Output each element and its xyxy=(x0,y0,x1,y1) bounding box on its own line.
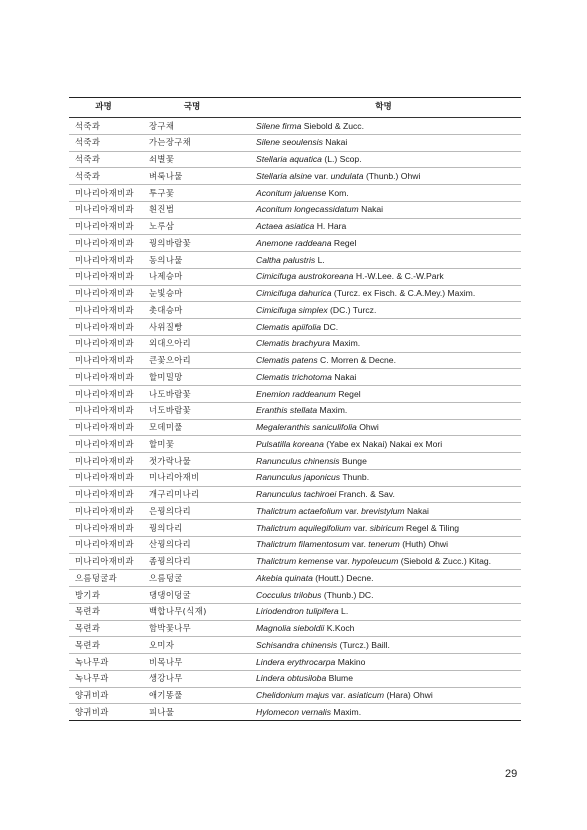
scientific-name-infra-author: Regel & Tiling xyxy=(406,522,460,533)
scientific-name-author: Thunb. xyxy=(342,472,370,483)
korean-name-cell: 외대으아리 xyxy=(138,335,246,352)
family-cell: 미나리아재비과 xyxy=(69,201,138,218)
family-cell: 미나리아재비과 xyxy=(69,252,138,269)
korean-name-cell: 꿩의바람꽃 xyxy=(138,235,246,252)
table-row xyxy=(69,386,521,403)
scientific-name-epithet: filamentosum xyxy=(298,539,350,550)
scientific-name-cell xyxy=(246,402,521,419)
scientific-name-cell xyxy=(246,369,521,386)
table-row xyxy=(69,503,521,520)
scientific-name-genus: Silene xyxy=(256,137,280,148)
scientific-name-epithet: palustris xyxy=(283,254,316,265)
scientific-name-epithet: majus xyxy=(306,690,330,701)
scientific-name-epithet: saniculifolia xyxy=(312,422,357,433)
scientific-name-genus: Lindera xyxy=(256,656,285,667)
korean-name-cell: 산꿩의다리 xyxy=(138,536,246,553)
scientific-name-epithet: aquatica xyxy=(289,154,322,165)
scientific-name-cell xyxy=(246,704,521,721)
scientific-name-epithet: simplex xyxy=(298,304,328,315)
scientific-name-epithet: austrokoreana xyxy=(298,271,354,282)
family-cell: 미나리아재비과 xyxy=(69,268,138,285)
family-cell: 미나리아재비과 xyxy=(69,352,138,369)
table-row xyxy=(69,118,521,135)
scientific-name-rank: var. xyxy=(331,690,346,701)
scientific-name-genus: Enemion xyxy=(256,388,290,399)
scientific-name-cell xyxy=(246,536,521,553)
scientific-name-cell xyxy=(246,486,521,503)
scientific-name-cell xyxy=(246,603,521,620)
page-number: 29 xyxy=(505,768,518,780)
scientific-name-cell xyxy=(246,570,521,587)
family-cell: 석죽과 xyxy=(69,118,138,135)
scientific-name-genus: Thalictrum xyxy=(256,522,297,533)
scientific-name-genus: Pulsatilla xyxy=(256,438,291,449)
scientific-name-author: (L.) Scop. xyxy=(324,154,362,165)
scientific-name-epithet: jaluense xyxy=(294,187,327,198)
scientific-name-rank: var. xyxy=(314,170,329,181)
scientific-name-cell xyxy=(246,118,521,135)
scientific-name-epithet: asiatica xyxy=(285,221,315,232)
scientific-name-infra-author: Nakai xyxy=(406,505,429,516)
korean-name-cell: 할미꽃 xyxy=(138,436,246,453)
family-cell: 으름덩굴과 xyxy=(69,570,138,587)
scientific-name-cell xyxy=(246,319,521,336)
scientific-name-cell xyxy=(246,285,521,302)
scientific-name-author: K.Koch xyxy=(326,623,355,634)
scientific-name-cell xyxy=(246,134,521,151)
scientific-name-epithet: quinata xyxy=(284,572,313,583)
scientific-name-epithet: aquilegifolium xyxy=(298,522,352,533)
scientific-name-epithet: tachiroei xyxy=(303,489,337,500)
scientific-name-genus: Cocculus xyxy=(256,589,292,600)
korean-name-cell: 촛대승마 xyxy=(138,302,246,319)
scientific-name-cell xyxy=(246,637,521,654)
scientific-name-epithet: brachyura xyxy=(291,338,331,349)
scientific-name-cell xyxy=(246,168,521,185)
table-row xyxy=(69,419,521,436)
family-cell: 미나리아재비과 xyxy=(69,335,138,352)
scientific-name-genus: Cimicifuga xyxy=(256,271,297,282)
scientific-name-genus: Ranunculus xyxy=(256,472,302,483)
scientific-name-epithet: obtusiloba xyxy=(287,673,327,684)
family-cell: 미나리아재비과 xyxy=(69,536,138,553)
korean-name-cell: 미나리아재비 xyxy=(138,469,246,486)
scientific-name-cell xyxy=(246,302,521,319)
family-cell: 미나리아재비과 xyxy=(69,469,138,486)
scientific-name-cell xyxy=(246,670,521,687)
scientific-name-genus: Aconitum xyxy=(256,187,292,198)
korean-name-cell: 으름덩굴 xyxy=(138,570,246,587)
scientific-name-epithet: actaefolium xyxy=(298,505,343,516)
family-cell: 목련과 xyxy=(69,603,138,620)
scientific-name-genus: Silene xyxy=(256,120,280,131)
scientific-name-infra: sibiricum xyxy=(369,522,404,533)
korean-name-cell: 큰꽃으아리 xyxy=(138,352,246,369)
scientific-name-genus: Clematis xyxy=(256,338,290,349)
family-cell: 미나리아재비과 xyxy=(69,218,138,235)
korean-name-cell: 투구꽃 xyxy=(138,185,246,202)
table-row xyxy=(69,285,521,302)
scientific-name-genus: Akebia xyxy=(256,572,283,583)
table-row xyxy=(69,436,521,453)
scientific-name-author: Maxim. xyxy=(332,338,361,349)
scientific-name-genus: Thalictrum xyxy=(256,539,297,550)
table-row xyxy=(69,587,521,604)
korean-name-cell: 은꿩의다리 xyxy=(138,503,246,520)
korean-name-cell: 함박꽃나무 xyxy=(138,620,246,637)
table-row xyxy=(69,654,521,671)
scientific-name-cell xyxy=(246,654,521,671)
korean-name-cell: 동의나물 xyxy=(138,252,246,269)
scientific-name-genus: Clematis xyxy=(256,355,290,366)
scientific-name-cell xyxy=(246,620,521,637)
scientific-name-cell xyxy=(246,352,521,369)
family-cell: 미나리아재비과 xyxy=(69,285,138,302)
scientific-name-genus: Hylomecon xyxy=(256,706,299,717)
scientific-name-epithet: vernalis xyxy=(301,706,332,717)
header-family: 과명 xyxy=(69,98,138,118)
scientific-name-infra: hypoleucum xyxy=(352,556,399,567)
scientific-name-epithet: chinensis xyxy=(301,639,338,650)
family-cell: 미나리아재비과 xyxy=(69,185,138,202)
scientific-name-epithet: patens xyxy=(291,355,318,366)
scientific-name-rank: var. xyxy=(353,522,368,533)
korean-name-cell: 애기똥풀 xyxy=(138,687,246,704)
scientific-name-infra-author: (Huth) Ohwi xyxy=(402,539,449,550)
scientific-name-genus: Ranunculus xyxy=(256,455,302,466)
scientific-name-genus: Clematis xyxy=(256,371,290,382)
scientific-name-genus: Cimicifuga xyxy=(256,304,297,315)
scientific-name-epithet: erythrocarpa xyxy=(287,656,336,667)
table-row xyxy=(69,302,521,319)
scientific-name-rank: var. xyxy=(344,505,359,516)
table-row xyxy=(69,235,521,252)
scientific-name-cell xyxy=(246,201,521,218)
scientific-name-genus: Schisandra xyxy=(256,639,299,650)
scientific-name-epithet: apiifolia xyxy=(291,321,321,332)
scientific-name-author: (Turcz.) Baill. xyxy=(339,639,390,650)
table-row xyxy=(69,603,521,620)
scientific-name-infra-author: (Siebold & Zucc.) Kitag. xyxy=(400,556,492,567)
scientific-name-cell xyxy=(246,520,521,537)
scientific-name-genus: Eranthis xyxy=(256,405,288,416)
korean-name-cell: 눈빛승마 xyxy=(138,285,246,302)
scientific-name-infra: brevistylum xyxy=(361,505,405,516)
table-row xyxy=(69,469,521,486)
scientific-name-epithet: trichotoma xyxy=(291,371,332,382)
scientific-name-cell xyxy=(246,252,521,269)
korean-name-cell: 나도바람꽃 xyxy=(138,386,246,403)
korean-name-cell: 흰진범 xyxy=(138,201,246,218)
scientific-name-author: Maxim. xyxy=(333,706,362,717)
table-row xyxy=(69,369,521,386)
scientific-name-infra: asiaticum xyxy=(347,690,385,701)
korean-name-cell: 댕댕이덩굴 xyxy=(138,587,246,604)
table-row xyxy=(69,670,521,687)
scientific-name-author: L. xyxy=(317,254,325,265)
table-row xyxy=(69,151,521,168)
family-cell: 미나리아재비과 xyxy=(69,235,138,252)
scientific-name-author: Regel xyxy=(333,237,357,248)
scientific-name-cell xyxy=(246,687,521,704)
family-cell: 미나리아재비과 xyxy=(69,486,138,503)
table-row xyxy=(69,570,521,587)
scientific-name-author: Maxim. xyxy=(319,405,348,416)
family-cell: 미나리아재비과 xyxy=(69,436,138,453)
header-scientific-name: 학명 xyxy=(246,98,521,118)
scientific-name-genus: Cimicifuga xyxy=(256,288,297,299)
scientific-name-genus: Caltha xyxy=(256,254,281,265)
scientific-name-cell xyxy=(246,419,521,436)
scientific-name-rank: var. xyxy=(335,556,350,567)
korean-name-cell: 백합나무(식재) xyxy=(138,603,246,620)
scientific-name-author: L. xyxy=(341,606,349,617)
scientific-name-cell xyxy=(246,436,521,453)
korean-name-cell: 생강나무 xyxy=(138,670,246,687)
scientific-name-author: C. Morren & Decne. xyxy=(320,355,396,366)
table-row xyxy=(69,402,521,419)
scientific-name-epithet: japonicus xyxy=(303,472,341,483)
korean-name-cell: 피나물 xyxy=(138,704,246,721)
scientific-name-genus: Clematis xyxy=(256,321,290,332)
table-row xyxy=(69,520,521,537)
scientific-name-cell xyxy=(246,235,521,252)
scientific-name-author: Nakai xyxy=(361,204,384,215)
scientific-name-genus: Actaea xyxy=(256,221,283,232)
scientific-name-cell xyxy=(246,335,521,352)
family-cell: 석죽과 xyxy=(69,168,138,185)
scientific-name-epithet: longecassidatum xyxy=(294,204,359,215)
scientific-name-infra-author: (Thunb.) Ohwi xyxy=(365,170,421,181)
family-cell: 방기과 xyxy=(69,587,138,604)
scientific-name-author: Nakai xyxy=(325,137,348,148)
scientific-name-epithet: kemense xyxy=(298,556,334,567)
scientific-name-author: Ohwi xyxy=(359,422,379,433)
scientific-name-infra-author: (Hara) Ohwi xyxy=(386,690,433,701)
scientific-name-epithet: trilobus xyxy=(293,589,322,600)
korean-name-cell: 벼룩나물 xyxy=(138,168,246,185)
korean-name-cell: 너도바람꽃 xyxy=(138,402,246,419)
scientific-name-genus: Aconitum xyxy=(256,204,292,215)
korean-name-cell: 모데미풀 xyxy=(138,419,246,436)
scientific-name-epithet: raddeanum xyxy=(292,388,336,399)
scientific-name-epithet: tulipifera xyxy=(306,606,339,617)
scientific-name-cell xyxy=(246,553,521,570)
korean-name-cell: 사위질빵 xyxy=(138,319,246,336)
korean-name-cell: 꿩의다리 xyxy=(138,520,246,537)
family-cell: 양귀비과 xyxy=(69,704,138,721)
table-row xyxy=(69,453,521,470)
family-cell: 석죽과 xyxy=(69,134,138,151)
table-row xyxy=(69,218,521,235)
family-cell: 미나리아재비과 xyxy=(69,453,138,470)
scientific-name-epithet: seoulensis xyxy=(282,137,323,148)
scientific-name-cell xyxy=(246,151,521,168)
scientific-name-author: H.-W.Lee. & C.-W.Park xyxy=(355,271,444,282)
family-cell: 미나리아재비과 xyxy=(69,419,138,436)
family-cell: 목련과 xyxy=(69,620,138,637)
family-cell: 미나리아재비과 xyxy=(69,503,138,520)
family-cell: 양귀비과 xyxy=(69,687,138,704)
scientific-name-author: Franch. & Sav. xyxy=(338,489,395,500)
scientific-name-author: (DC.) Turcz. xyxy=(330,304,377,315)
scientific-name-author: Blume xyxy=(328,673,353,684)
species-table xyxy=(69,97,521,721)
table-row xyxy=(69,268,521,285)
scientific-name-author: Nakai xyxy=(334,371,357,382)
scientific-name-author: Kom. xyxy=(328,187,349,198)
korean-name-cell: 좀꿩의다리 xyxy=(138,553,246,570)
scientific-name-genus: Ranunculus xyxy=(256,489,302,500)
scientific-name-author: (Thunb.) DC. xyxy=(323,589,374,600)
family-cell: 미나리아재비과 xyxy=(69,302,138,319)
scientific-name-genus: Thalictrum xyxy=(256,556,297,567)
korean-name-cell: 할미밀망 xyxy=(138,369,246,386)
table-row xyxy=(69,536,521,553)
table-row xyxy=(69,319,521,336)
family-cell: 미나리아재비과 xyxy=(69,402,138,419)
table-row xyxy=(69,252,521,269)
scientific-name-epithet: firma xyxy=(282,120,302,131)
scientific-name-genus: Lindera xyxy=(256,673,285,684)
scientific-name-author: (Houtt.) Decne. xyxy=(315,572,374,583)
scientific-name-cell xyxy=(246,268,521,285)
table-body xyxy=(69,118,521,721)
table-row xyxy=(69,620,521,637)
korean-name-cell: 젓가락나물 xyxy=(138,453,246,470)
scientific-name-infra: undulata xyxy=(330,170,364,181)
scientific-name-author: Makino xyxy=(337,656,366,667)
table-row xyxy=(69,553,521,570)
species-table-container xyxy=(69,97,521,721)
scientific-name-author: Siebold & Zucc. xyxy=(303,120,364,131)
scientific-name-author: Bunge xyxy=(342,455,367,466)
table-row xyxy=(69,201,521,218)
scientific-name-genus: Anemone xyxy=(256,237,293,248)
scientific-name-author: Regel xyxy=(338,388,361,399)
scientific-name-genus: Thalictrum xyxy=(256,505,297,516)
table-row xyxy=(69,185,521,202)
korean-name-cell: 비목나무 xyxy=(138,654,246,671)
scientific-name-epithet: sieboldii xyxy=(293,623,325,634)
table-header-row xyxy=(69,98,521,118)
family-cell: 미나리아재비과 xyxy=(69,369,138,386)
scientific-name-author: DC. xyxy=(323,321,339,332)
korean-name-cell: 장구채 xyxy=(138,118,246,135)
korean-name-cell: 쇠별꽃 xyxy=(138,151,246,168)
header-korean-name: 국명 xyxy=(138,98,246,118)
table-row xyxy=(69,687,521,704)
table-row xyxy=(69,134,521,151)
table-row xyxy=(69,486,521,503)
scientific-name-rank: var. xyxy=(352,539,366,550)
scientific-name-genus: Megaleranthis xyxy=(256,422,310,433)
scientific-name-genus: Stellaria xyxy=(256,154,288,165)
scientific-name-genus: Liriodendron xyxy=(256,606,304,617)
family-cell: 미나리아재비과 xyxy=(69,553,138,570)
family-cell: 미나리아재비과 xyxy=(69,319,138,336)
table-row xyxy=(69,352,521,369)
scientific-name-epithet: raddeana xyxy=(295,237,332,248)
family-cell: 미나리아재비과 xyxy=(69,386,138,403)
scientific-name-epithet: alsine xyxy=(289,170,312,181)
table-row xyxy=(69,168,521,185)
korean-name-cell: 가는장구채 xyxy=(138,134,246,151)
family-cell: 석죽과 xyxy=(69,151,138,168)
scientific-name-cell xyxy=(246,503,521,520)
scientific-name-cell xyxy=(246,469,521,486)
family-cell: 녹나무과 xyxy=(69,670,138,687)
scientific-name-cell xyxy=(246,386,521,403)
korean-name-cell: 노루삼 xyxy=(138,218,246,235)
scientific-name-epithet: chinensis xyxy=(303,455,340,466)
family-cell: 미나리아재비과 xyxy=(69,520,138,537)
scientific-name-infra: tenerum xyxy=(368,539,400,550)
scientific-name-cell xyxy=(246,218,521,235)
table-row xyxy=(69,704,521,721)
family-cell: 목련과 xyxy=(69,637,138,654)
scientific-name-author: H. Hara xyxy=(316,221,347,232)
korean-name-cell: 오미자 xyxy=(138,637,246,654)
korean-name-cell: 나제승마 xyxy=(138,268,246,285)
scientific-name-cell xyxy=(246,587,521,604)
scientific-name-epithet: stellata xyxy=(289,405,318,416)
korean-name-cell: 개구리미나리 xyxy=(138,486,246,503)
scientific-name-epithet: koreana xyxy=(292,438,324,449)
table-row xyxy=(69,637,521,654)
table-row xyxy=(69,335,521,352)
family-cell: 녹나무과 xyxy=(69,654,138,671)
scientific-name-cell xyxy=(246,453,521,470)
scientific-name-epithet: dahurica xyxy=(298,288,332,299)
scientific-name-genus: Chelidonium xyxy=(256,690,304,701)
scientific-name-author: (Yabe ex Nakai) Nakai ex Mori xyxy=(326,438,443,449)
scientific-name-author: (Turcz. ex Fisch. & C.A.Mey.) Maxim. xyxy=(333,288,476,299)
scientific-name-genus: Stellaria xyxy=(256,170,288,181)
scientific-name-genus: Magnolia xyxy=(256,623,291,634)
scientific-name-cell xyxy=(246,185,521,202)
